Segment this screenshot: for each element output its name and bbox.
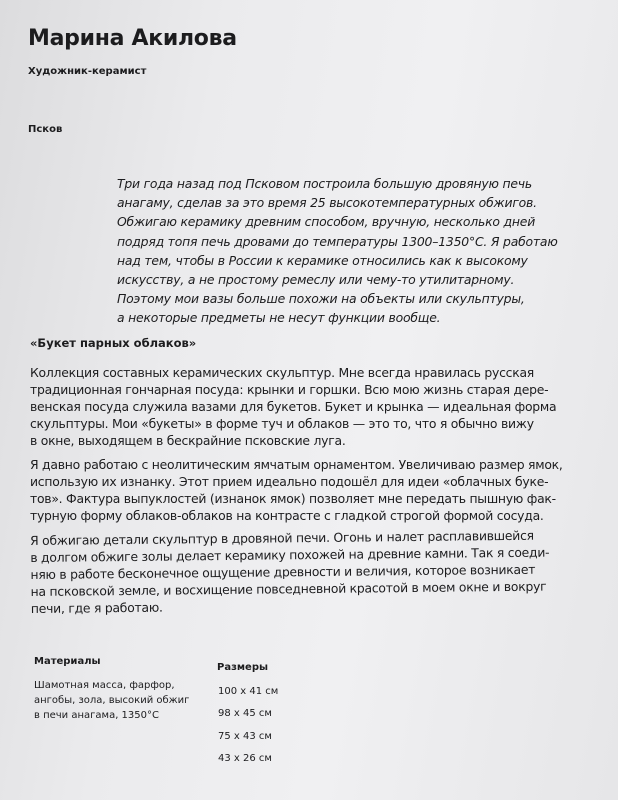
size-value: 98 x 45 см	[218, 708, 272, 719]
quote-line: над тем, чтобы в России к керамике относились как к высокому	[117, 252, 528, 268]
paragraph-line: Коллекция составных керамических скульптур. Мне всегда нравилась русская	[30, 365, 534, 380]
work-title: «Букет парных облаков»	[30, 336, 197, 350]
paragraph-line: няю в работе бесконечное ощущение древности и величия, которое возникает	[30, 561, 536, 583]
paragraph-line: тов». Фактура выпуклостей (изнанок ямок) позволяет мне передать пышную фак-	[30, 491, 556, 507]
quote-line: а некоторые предметы не несут функции вообще.	[117, 310, 441, 326]
description-paragraph-2	[30, 456, 600, 524]
paragraph-line: Я давно работаю с неолитическим ямчатым орнаментом. Увеличиваю размер ямок,	[30, 457, 563, 472]
materials-line: в печи анагама, 1350°С	[34, 710, 159, 721]
paragraph-line: печи, где я работаю.	[30, 599, 163, 617]
size-value: 75 x 43 см	[218, 731, 272, 742]
artist-name: Марина Акилова	[28, 26, 237, 51]
quote-line: искусству, а не простому ремеслу или чему-то утилитарному.	[117, 272, 515, 288]
description-paragraph-1	[30, 364, 600, 449]
quote-line: Три года назад под Псковом построила большую дровяную печь	[117, 176, 533, 191]
description-paragraph-3	[30, 526, 601, 617]
paragraph-line: в окне, выходящем в бескрайние псковские луга.	[30, 433, 346, 449]
size-value: 43 x 26 см	[218, 753, 272, 764]
quote-line: Обжигаю керамику древним способом, вручную, несколько дней	[117, 214, 536, 230]
sizes-label: Размеры	[217, 662, 269, 673]
paragraph-line: в долгом обжиге золы делает керамику похожей на древние камни. Так я соеди-	[30, 544, 550, 566]
quote-line: подряд топя печь дровами до температуры 1300–1350°С. Я работаю	[117, 233, 558, 249]
artist-city: Псков	[28, 124, 63, 135]
size-value: 100 x 41 см	[218, 686, 279, 697]
materials-line: Шамотная масса, фарфор,	[34, 680, 175, 691]
paragraph-line: на псковской земле, и восхищение повседневной красотой в моем окне и вокруг	[30, 578, 547, 600]
quote-line: Поэтому мои вазы больше похожи на объекты или скульптуры,	[117, 291, 525, 307]
artist-quote	[117, 174, 587, 328]
paragraph-line: Я обжигаю детали скульптур в дровяной печи. Огонь и налет расплавившейся	[30, 527, 534, 548]
paragraph-line: скульптуры. Мои «букеты» в форме туч и облаков — это то, что я обычно вижу	[30, 416, 534, 432]
artist-role: Художник-керамист	[28, 66, 147, 77]
materials-text	[34, 678, 189, 723]
quote-line: анагаму, сделав за это время 25 высокотемпературных обжигов.	[117, 195, 537, 211]
paragraph-line: венская посуда служила вазами для букетов. Букет и крынка — идеальная форма	[30, 399, 557, 415]
paragraph-line: традиционная гончарная посуда: крынки и горшки. Всю мою жизнь старая дере-	[30, 382, 549, 398]
materials-line: ангобы, зола, высокий обжиг	[34, 695, 190, 706]
materials-label: Материалы	[34, 656, 101, 667]
paragraph-line: турную форму облаков-облаков на контрасте с гладкой строгой формой сосуда.	[30, 508, 544, 524]
paragraph-line: использую их изнанку. Этот прием идеально подошёл для идеи «облачных буке-	[30, 474, 549, 490]
